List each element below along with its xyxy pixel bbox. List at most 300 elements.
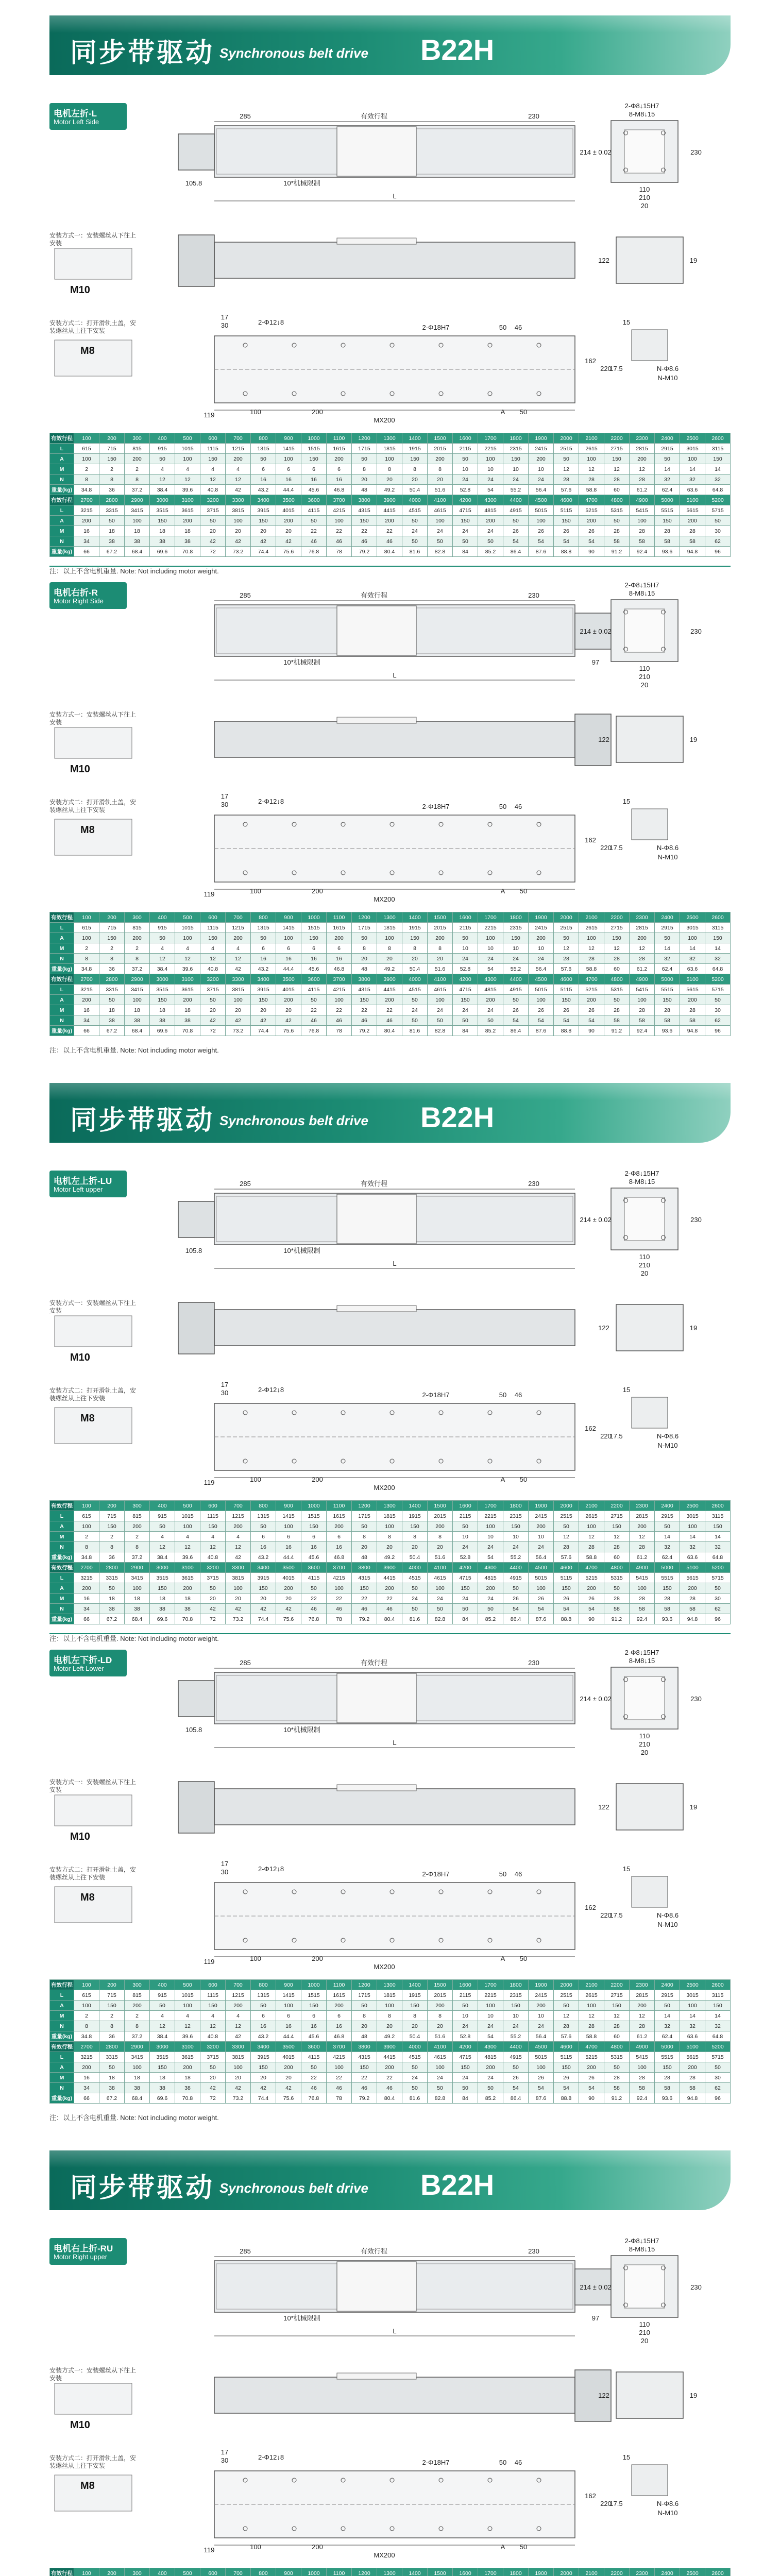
dim-214: 214 ± 0.02: [580, 628, 612, 635]
table-cell: 4600: [554, 974, 579, 985]
table-cell: 200: [175, 2062, 200, 2073]
dim-100: 100: [250, 1476, 261, 1483]
table-cell: 4015: [276, 505, 301, 516]
table-cell: 50: [301, 2062, 327, 2073]
table-cell: 10: [453, 2011, 478, 2021]
table-cell: 24: [428, 526, 453, 536]
table-cell: 24: [529, 954, 554, 964]
table-cell: 1000: [301, 1501, 327, 1511]
end-section: [616, 2372, 683, 2418]
table-cell: 200: [125, 2001, 150, 2011]
table-cell: 4800: [604, 495, 630, 505]
dim-285: 285: [240, 591, 251, 599]
table-cell: 16: [276, 954, 301, 964]
table-cell: 2000: [554, 1501, 579, 1511]
table-cell: 18: [125, 1005, 150, 1015]
table-cell: 1000: [301, 433, 327, 444]
table-cell: 100: [377, 2001, 402, 2011]
table-cell: 28: [630, 1005, 655, 1015]
table-cell: 38: [125, 1604, 150, 1614]
table-cell: 10: [453, 943, 478, 954]
table-cell: 150: [251, 2062, 276, 2073]
table-cell: 1515: [301, 923, 327, 933]
dim-mx200: MX200: [374, 1484, 395, 1492]
table-cell: 1700: [478, 1501, 503, 1511]
table-cell: 100: [74, 1521, 99, 1532]
table-cell: 22: [352, 2073, 377, 2083]
table-cell: 24: [478, 2021, 503, 2031]
table-cell: 2415: [529, 1511, 554, 1521]
table-cell: 50: [503, 995, 529, 1005]
table-cell: 1600: [453, 1980, 478, 1990]
table-cell: 200: [276, 2062, 301, 2073]
table-cell: 12: [200, 954, 226, 964]
mount-illus-1: [55, 248, 132, 279]
table-cell: 8: [428, 943, 453, 954]
dim-46: 46: [514, 803, 522, 810]
table-cell: 56.4: [529, 2031, 554, 2042]
table-cell: 200: [125, 454, 150, 464]
banner-model: B22H: [420, 2168, 495, 2201]
table-cell: 200: [74, 995, 99, 1005]
table-cell: 63.6: [680, 964, 705, 974]
table-cell: 8: [99, 2021, 125, 2031]
table-cell: 20: [200, 1005, 226, 1015]
banner-title-en: Synchronous belt drive: [219, 45, 368, 61]
table-row: [50, 1521, 731, 1532]
table-cell: 2715: [604, 444, 630, 454]
table-cell: 4615: [428, 2052, 453, 2062]
table-cell: 3900: [377, 2042, 402, 2052]
table-cell: 500: [175, 1980, 200, 1990]
table-cell: 150: [402, 933, 428, 943]
dim-L: L: [393, 1739, 397, 1747]
dim-pins1: 2-Φ12↓8: [258, 318, 284, 326]
table-cell: 200: [276, 516, 301, 526]
table-cell: 58: [680, 1604, 705, 1614]
table-cell: 50: [478, 2083, 503, 2093]
table-cell: 4015: [276, 2052, 301, 2062]
table-cell: 58: [630, 1604, 655, 1614]
table-cell: 5100: [680, 974, 705, 985]
table-cell: 3700: [327, 1563, 352, 1573]
row-label: L: [50, 444, 74, 454]
table-cell: 24: [402, 2073, 428, 2083]
table-cell: 200: [630, 2001, 655, 2011]
table-cell: 915: [150, 923, 175, 933]
table-footnote: 注：以上不含电机重量. Note: Not including motor weight.: [49, 1635, 219, 1642]
end-view-plate: [624, 130, 665, 173]
table-cell: 4215: [327, 985, 352, 995]
table-cell: 72: [200, 2093, 226, 2104]
table-cell: 1315: [251, 1990, 276, 2001]
table-row: [50, 454, 731, 464]
table-cell: 10: [453, 464, 478, 474]
table-cell: 46: [352, 2083, 377, 2093]
table-cell: 50: [251, 2001, 276, 2011]
row-label: N: [50, 1604, 74, 1614]
table-cell: 20: [251, 1594, 276, 1604]
table-cell: 50: [705, 995, 731, 1005]
table-cell: 54: [554, 1015, 579, 1026]
table-cell: 3900: [377, 1563, 402, 1573]
table-cell: 48: [352, 2031, 377, 2042]
dim-17: 17: [221, 792, 229, 800]
table-cell: 42: [200, 2083, 226, 2093]
table-row: [50, 1573, 731, 1583]
dim-17-5: 17.5: [609, 1911, 623, 1919]
dim-N2: N-M10: [657, 2509, 678, 2517]
table-cell: 74.4: [251, 1026, 276, 1036]
table-footnote: 注：以上不含电机重量. Note: Not including motor weight.: [49, 1046, 219, 1054]
table-cell: 52.8: [453, 2031, 478, 2042]
table-cell: 57.6: [554, 485, 579, 495]
table-cell: 6: [327, 1532, 352, 1542]
table-cell: 91.2: [604, 547, 630, 557]
table-cell: 1800: [503, 433, 529, 444]
table-cell: 3900: [377, 495, 402, 505]
table-cell: 14: [680, 1532, 705, 1542]
table-cell: 100: [579, 2001, 604, 2011]
table-row: [50, 1594, 731, 1604]
table-cell: 20: [251, 526, 276, 536]
table-cell: 92.4: [630, 1026, 655, 1036]
table-cell: 58: [655, 536, 680, 547]
table-cell: 150: [453, 516, 478, 526]
table-cell: 2800: [99, 1563, 125, 1573]
table-row: [50, 1614, 731, 1624]
table-cell: 1400: [402, 2568, 428, 2576]
table-cell: 2200: [604, 1501, 630, 1511]
table-cell: 28: [630, 954, 655, 964]
table-cell: 12: [200, 474, 226, 485]
end-section: [616, 716, 683, 762]
table-cell: 12: [554, 1532, 579, 1542]
side-carriage: [337, 238, 416, 244]
table-cell: 24: [453, 1594, 478, 1604]
table-cell: 20: [428, 2021, 453, 2031]
table-cell: 50: [99, 995, 125, 1005]
table-cell: 34: [74, 536, 99, 547]
table-cell: 200: [74, 1583, 99, 1594]
table-cell: 42: [276, 1015, 301, 1026]
table-row: [50, 2083, 731, 2093]
table-cell: 50: [478, 536, 503, 547]
table-cell: 2: [99, 464, 125, 474]
table-cell: 50: [655, 933, 680, 943]
table-row: [50, 433, 731, 444]
table-cell: 1615: [327, 1511, 352, 1521]
dim-17: 17: [221, 2448, 229, 2456]
table-cell: 4200: [453, 974, 478, 985]
table-cell: 1115: [200, 1990, 226, 2001]
table-row: [50, 474, 731, 485]
table-cell: 4500: [529, 495, 554, 505]
table-cell: 76.8: [301, 2093, 327, 2104]
table-cell: 1600: [453, 433, 478, 444]
row-label: 有效行程: [50, 2042, 74, 2052]
dim-L: L: [393, 1260, 397, 1267]
row-label: 重量(kg): [50, 1552, 74, 1563]
table-cell: 45.6: [301, 1552, 327, 1563]
row-label: 有效行程: [50, 1980, 74, 1990]
table-cell: 1715: [352, 444, 377, 454]
table-cell: 82.8: [428, 1614, 453, 1624]
table-cell: 16: [276, 474, 301, 485]
dim-pins2: 2-Φ18H7: [422, 803, 450, 810]
table-cell: 38: [150, 1604, 175, 1614]
table-cell: 12: [554, 464, 579, 474]
row-label: N: [50, 474, 74, 485]
table-cell: 46.8: [327, 2031, 352, 2042]
table-cell: 38: [150, 536, 175, 547]
table-cell: 38.4: [150, 1552, 175, 1563]
table-cell: 90: [579, 1614, 604, 1624]
dim-A: A: [500, 1476, 505, 1483]
table-cell: 38.4: [150, 964, 175, 974]
table-cell: 50: [604, 995, 630, 1005]
row-label: A: [50, 516, 74, 526]
table-row: [50, 923, 731, 933]
table-cell: 3215: [74, 505, 99, 516]
table-cell: 150: [301, 933, 327, 943]
table-cell: 1800: [503, 1980, 529, 1990]
table-cell: 10: [503, 943, 529, 954]
table-cell: 2815: [630, 444, 655, 454]
row-label: 重量(kg): [50, 2093, 74, 2104]
table-cell: 58.8: [579, 485, 604, 495]
table-cell: 28: [655, 1594, 680, 1604]
dim-230: 230: [528, 112, 539, 120]
table-cell: 46.8: [327, 1552, 352, 1563]
row-label: 重量(kg): [50, 1026, 74, 1036]
table-cell: 72: [200, 1026, 226, 1036]
table-cell: 5000: [655, 2042, 680, 2052]
table-cell: 200: [175, 1583, 200, 1594]
table-cell: 800: [251, 433, 276, 444]
dim-162: 162: [585, 1425, 596, 1432]
dim-230b: 230: [690, 628, 702, 635]
table-cell: 38: [99, 1015, 125, 1026]
table-cell: 200: [226, 933, 251, 943]
table-cell: 5215: [579, 985, 604, 995]
table-row: [50, 1552, 731, 1563]
table-cell: 100: [74, 1980, 99, 1990]
table-cell: 400: [150, 433, 175, 444]
dim-15: 15: [622, 1865, 631, 1873]
table-cell: 1715: [352, 1511, 377, 1521]
table-row: [50, 2052, 731, 2062]
dim-285: 285: [240, 1180, 251, 1188]
table-cell: 2500: [680, 1501, 705, 1511]
table-cell: 82.8: [428, 547, 453, 557]
table-cell: 74.4: [251, 1614, 276, 1624]
table-cell: 69.6: [150, 1614, 175, 1624]
table-cell: 79.2: [352, 2093, 377, 2104]
table-row: [50, 2073, 731, 2083]
table-cell: 700: [226, 912, 251, 923]
table-cell: 800: [251, 912, 276, 923]
table-cell: 2500: [680, 433, 705, 444]
table-cell: 8: [74, 1542, 99, 1552]
table-cell: 32: [680, 474, 705, 485]
table-cell: 915: [150, 1511, 175, 1521]
table-cell: 32: [655, 1542, 680, 1552]
table-cell: 1500: [428, 2568, 453, 2576]
table-cell: 49.2: [377, 485, 402, 495]
table-cell: 4: [200, 1532, 226, 1542]
table-cell: 6: [276, 2011, 301, 2021]
dim-220: 220: [600, 844, 612, 852]
table-cell: 46: [301, 1015, 327, 1026]
table-cell: 38: [99, 536, 125, 547]
side-carriage: [337, 717, 416, 723]
table-cell: 5200: [705, 2042, 731, 2052]
table-cell: 915: [150, 1990, 175, 2001]
dim-220: 220: [600, 365, 612, 372]
table-cell: 4615: [428, 505, 453, 516]
table-cell: 38: [175, 536, 200, 547]
table-cell: 46: [352, 1604, 377, 1614]
dim-limit: 10*机械限制: [283, 658, 320, 666]
mount-illus-1: [55, 1316, 132, 1347]
table-cell: 2000: [554, 1980, 579, 1990]
table-cell: 100: [428, 516, 453, 526]
table-cell: 12: [175, 1542, 200, 1552]
table-cell: 88.8: [554, 1026, 579, 1036]
table-cell: 32: [705, 2021, 731, 2031]
table-cell: 400: [150, 912, 175, 923]
table-cell: 14: [705, 943, 731, 954]
table-cell: 50: [301, 995, 327, 1005]
table-cell: 100: [478, 1521, 503, 1532]
table-cell: 42: [226, 536, 251, 547]
table-cell: 5615: [680, 505, 705, 516]
table-cell: 3515: [150, 505, 175, 516]
table-cell: 3415: [125, 2052, 150, 2062]
table-cell: 72: [200, 547, 226, 557]
table-cell: 93.6: [655, 1614, 680, 1624]
table-cell: 12: [579, 943, 604, 954]
dim-17: 17: [221, 313, 229, 321]
dim-A: A: [500, 1955, 505, 1962]
table-cell: 100: [276, 933, 301, 943]
dim-17-5: 17.5: [609, 2500, 623, 2507]
table-cell: 2000: [554, 912, 579, 923]
table-cell: 20: [251, 2073, 276, 2083]
table-cell: 8: [125, 1542, 150, 1552]
table-cell: 400: [150, 1501, 175, 1511]
table-cell: 6: [251, 943, 276, 954]
table-cell: 1900: [529, 433, 554, 444]
table-cell: 80.4: [377, 1026, 402, 1036]
table-cell: 5200: [705, 974, 731, 985]
table-cell: 815: [125, 1990, 150, 2001]
table-cell: 50: [200, 516, 226, 526]
dim-50b: 50: [519, 1476, 528, 1483]
table-cell: 1715: [352, 923, 377, 933]
dim-50: 50: [499, 324, 507, 331]
dim-210: 210: [639, 673, 650, 681]
table-cell: 5315: [604, 985, 630, 995]
table-cell: 3800: [352, 495, 377, 505]
spec-table: [49, 433, 731, 557]
table-cell: 2100: [579, 2568, 604, 2576]
table-cell: 50: [503, 1583, 529, 1594]
table-cell: 200: [99, 1980, 125, 1990]
table-cell: 54: [579, 1015, 604, 1026]
table-cell: 800: [251, 2568, 276, 2576]
table-cell: 50: [604, 516, 630, 526]
table-cell: 3400: [251, 974, 276, 985]
table-cell: 50: [604, 2062, 630, 2073]
table-cell: 2800: [99, 495, 125, 505]
table-cell: 10: [529, 943, 554, 954]
table-cell: 12: [175, 474, 200, 485]
table-cell: 24: [478, 474, 503, 485]
table-cell: 2415: [529, 923, 554, 933]
drawing-svg: [49, 2238, 731, 2576]
table-cell: 100: [74, 433, 99, 444]
variant-code-zh: 电机左下折-LD: [54, 1655, 112, 1665]
table-cell: 100: [529, 2062, 554, 2073]
table-cell: 24: [402, 526, 428, 536]
table-cell: 18: [175, 1005, 200, 1015]
motor: [178, 1201, 214, 1238]
table-cell: 39.6: [175, 1552, 200, 1563]
table-cell: 4700: [579, 495, 604, 505]
table-cell: 52.8: [453, 485, 478, 495]
table-cell: 87.6: [529, 1614, 554, 1624]
table-cell: 26: [529, 2073, 554, 2083]
table-cell: 2: [125, 1532, 150, 1542]
table-row: [50, 505, 731, 516]
table-cell: 4200: [453, 2042, 478, 2052]
table-cell: 50: [705, 1583, 731, 1594]
table-cell: 28: [579, 1542, 604, 1552]
table-cell: 8: [125, 954, 150, 964]
table-cell: 36: [99, 485, 125, 495]
table-cell: 62.4: [655, 1552, 680, 1563]
m8-label: M8: [80, 824, 95, 836]
dim-20: 20: [640, 1269, 649, 1277]
table-cell: 1700: [478, 433, 503, 444]
table-cell: 86.4: [503, 1614, 529, 1624]
dim-162: 162: [585, 357, 596, 365]
table-cell: 3600: [301, 2042, 327, 2052]
dim-19: 19: [689, 1324, 698, 1332]
table-cell: 46.8: [327, 964, 352, 974]
table-cell: 58: [680, 536, 705, 547]
m8-label: M8: [80, 2480, 95, 2492]
table-cell: 1215: [226, 444, 251, 454]
table-cell: 4115: [301, 1573, 327, 1583]
dim-200: 200: [312, 1476, 323, 1483]
table-cell: 100: [74, 2001, 99, 2011]
table-cell: 3415: [125, 1573, 150, 1583]
table-cell: 100: [529, 995, 554, 1005]
end-section: [616, 1304, 683, 1351]
table-cell: 20: [200, 526, 226, 536]
table-cell: 54: [529, 1604, 554, 1614]
table-cell: 50: [453, 1521, 478, 1532]
table-cell: 1100: [327, 433, 352, 444]
table-cell: 16: [327, 2021, 352, 2031]
table-cell: 5215: [579, 2052, 604, 2062]
table-cell: 100: [680, 2001, 705, 2011]
table-cell: 26: [529, 526, 554, 536]
table-cell: 16: [74, 2073, 99, 2083]
